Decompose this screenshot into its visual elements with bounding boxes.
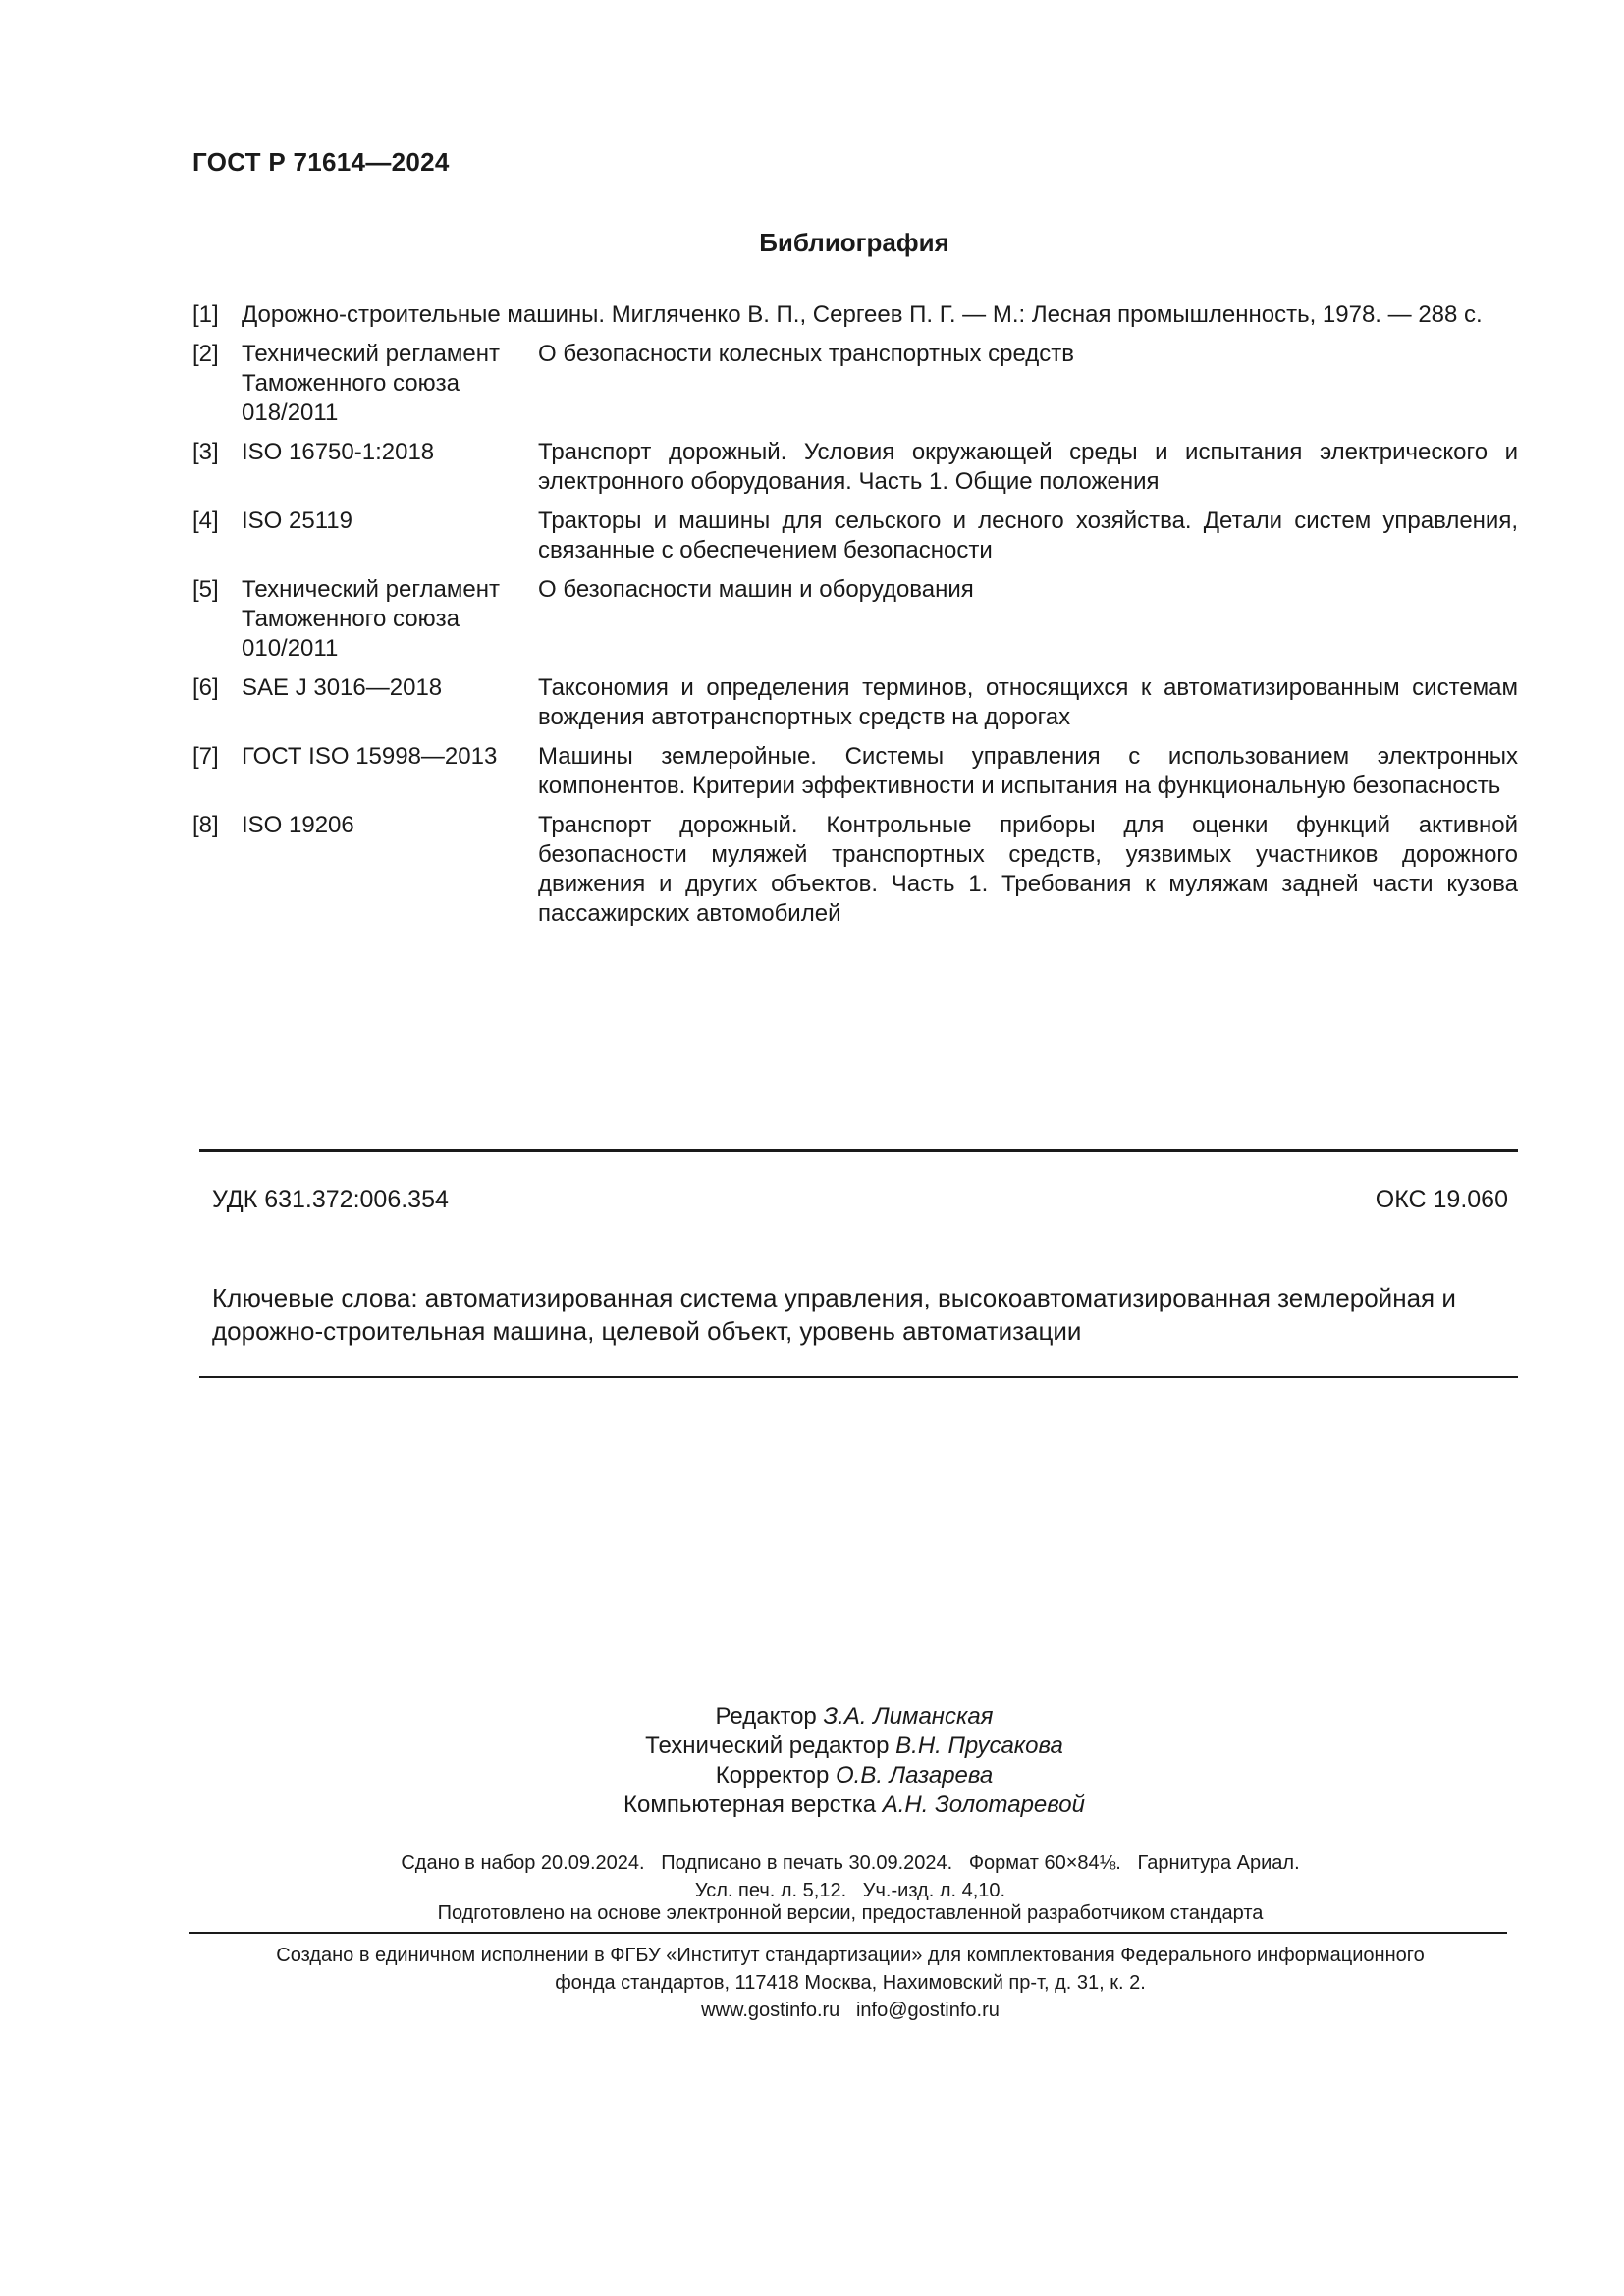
entry-text: Дорожно-строительные машины. Мигляченко В. П., Сергеев П. Г. — М.: Лесная промышленность, 1978. — 288 с. bbox=[242, 301, 1483, 328]
credit-line bbox=[0, 1702, 1624, 1732]
divider-keywords bbox=[199, 1376, 1518, 1378]
credit-role: Корректор bbox=[715, 1762, 830, 1789]
entry-code: ISO 25119 bbox=[242, 507, 352, 534]
credit-line bbox=[0, 1790, 1624, 1820]
credit-role: Редактор bbox=[715, 1703, 817, 1730]
divider-top bbox=[199, 1149, 1518, 1152]
created-note bbox=[0, 1942, 1624, 2024]
entry-number: [4] bbox=[192, 507, 219, 534]
bibliography-entry bbox=[192, 300, 1518, 330]
document-code: ГОСТ Р 71614—2024 bbox=[192, 147, 450, 177]
bibliography-entry bbox=[192, 340, 1518, 428]
entry-title: Транспорт дорожный. Контрольные приборы для оценки функций активной безопасности муляжей транспортных средств, уязвимых участников дорожного движения и других объектов. Часть 1. Требования к муляжам задней части кузова пассажирских автомобилей bbox=[538, 812, 1518, 927]
entry-title: О безопасности машин и оборудования bbox=[538, 576, 974, 603]
entry-code: SAE J 3016—2018 bbox=[242, 674, 443, 701]
entry-code: Технический регламент Таможенного союза 010/2011 bbox=[242, 576, 500, 662]
credits-block bbox=[0, 1702, 1624, 1820]
entry-number: [5] bbox=[192, 576, 219, 603]
bibliography-title: Библиография bbox=[759, 228, 949, 257]
entry-title: Машины землеройные. Системы управления с использованием электронных компонентов. Критерии эффективности и испытания на функциональную безопасность bbox=[538, 743, 1518, 799]
imprint-line: Сдано в набор 20.09.2024. Подписано в печать 30.09.2024. Формат 60×84⅛. Гарнитура Ариал. bbox=[401, 1852, 1300, 1874]
entry-title: О безопасности колесных транспортных средств bbox=[538, 341, 1075, 367]
bibliography-entry bbox=[192, 673, 1518, 732]
bibliography-entry bbox=[192, 438, 1518, 497]
bibliography-list bbox=[192, 300, 1518, 938]
entry-code: Технический регламент Таможенного союза 018/2011 bbox=[242, 341, 500, 426]
entry-number: [7] bbox=[192, 743, 219, 770]
imprint-line: Усл. печ. л. 5,12. Уч.-изд. л. 4,10. bbox=[694, 1880, 1006, 1901]
entry-number: [3] bbox=[192, 439, 219, 465]
bibliography-entry bbox=[192, 811, 1518, 929]
udk-code: УДК 631.372:006.354 bbox=[212, 1186, 449, 1213]
entry-code: ISO 16750-1:2018 bbox=[242, 439, 435, 465]
imprint-block bbox=[0, 1849, 1624, 1904]
credit-name: В.Н. Прусакова bbox=[895, 1733, 1063, 1759]
credit-role: Компьютерная верстка bbox=[623, 1791, 877, 1818]
bibliography-entry bbox=[192, 507, 1518, 565]
contact-line: www.gostinfo.ru info@gostinfo.ru bbox=[701, 2000, 1000, 2021]
entry-title: Тракторы и машины для сельского и лесного хозяйства. Детали систем управления, связанные с обеспечением безопасности bbox=[538, 507, 1518, 563]
entry-number: [1] bbox=[192, 301, 219, 328]
credit-name: О.В. Лазарева bbox=[836, 1762, 994, 1789]
credit-line bbox=[0, 1761, 1624, 1790]
credit-name: З.А. Лиманская bbox=[823, 1703, 994, 1730]
keywords: Ключевые слова: автоматизированная система управления, высокоавтоматизированная землеройная и дорожно-строительная машина, целевой объект, уровень автоматизации bbox=[212, 1283, 1456, 1346]
credit-role: Технический редактор bbox=[645, 1733, 890, 1759]
credit-line bbox=[0, 1732, 1624, 1761]
credit-name: А.Н. Золотаревой bbox=[882, 1791, 1085, 1818]
entry-title: Таксономия и определения терминов, относящихся к автоматизированным системам вождения автотранспортных средств на дорогах bbox=[538, 674, 1518, 730]
entry-code: ISO 19206 bbox=[242, 812, 354, 838]
entry-number: [6] bbox=[192, 674, 219, 701]
entry-number: [8] bbox=[192, 812, 219, 838]
entry-title: Транспорт дорожный. Условия окружающей среды и испытания электрического и электронного оборудования. Часть 1. Общие положения bbox=[538, 439, 1518, 495]
prepared-note: Подготовлено на основе электронной версии, предоставленной разработчиком стандарта bbox=[437, 1902, 1264, 1924]
divider-bottom bbox=[189, 1932, 1507, 1934]
bibliography-entry bbox=[192, 742, 1518, 801]
entry-code: ГОСТ ISO 15998—2013 bbox=[242, 743, 498, 770]
bibliography-entry bbox=[192, 575, 1518, 664]
entry-number: [2] bbox=[192, 341, 219, 367]
created-line: Создано в единичном исполнении в ФГБУ «Институт стандартизации» для комплектования Федерального информационного bbox=[276, 1945, 1425, 1966]
oks-code: ОКС 19.060 bbox=[1375, 1186, 1508, 1213]
created-line: фонда стандартов, 117418 Москва, Нахимовский пр-т, д. 31, к. 2. bbox=[555, 1972, 1146, 1994]
